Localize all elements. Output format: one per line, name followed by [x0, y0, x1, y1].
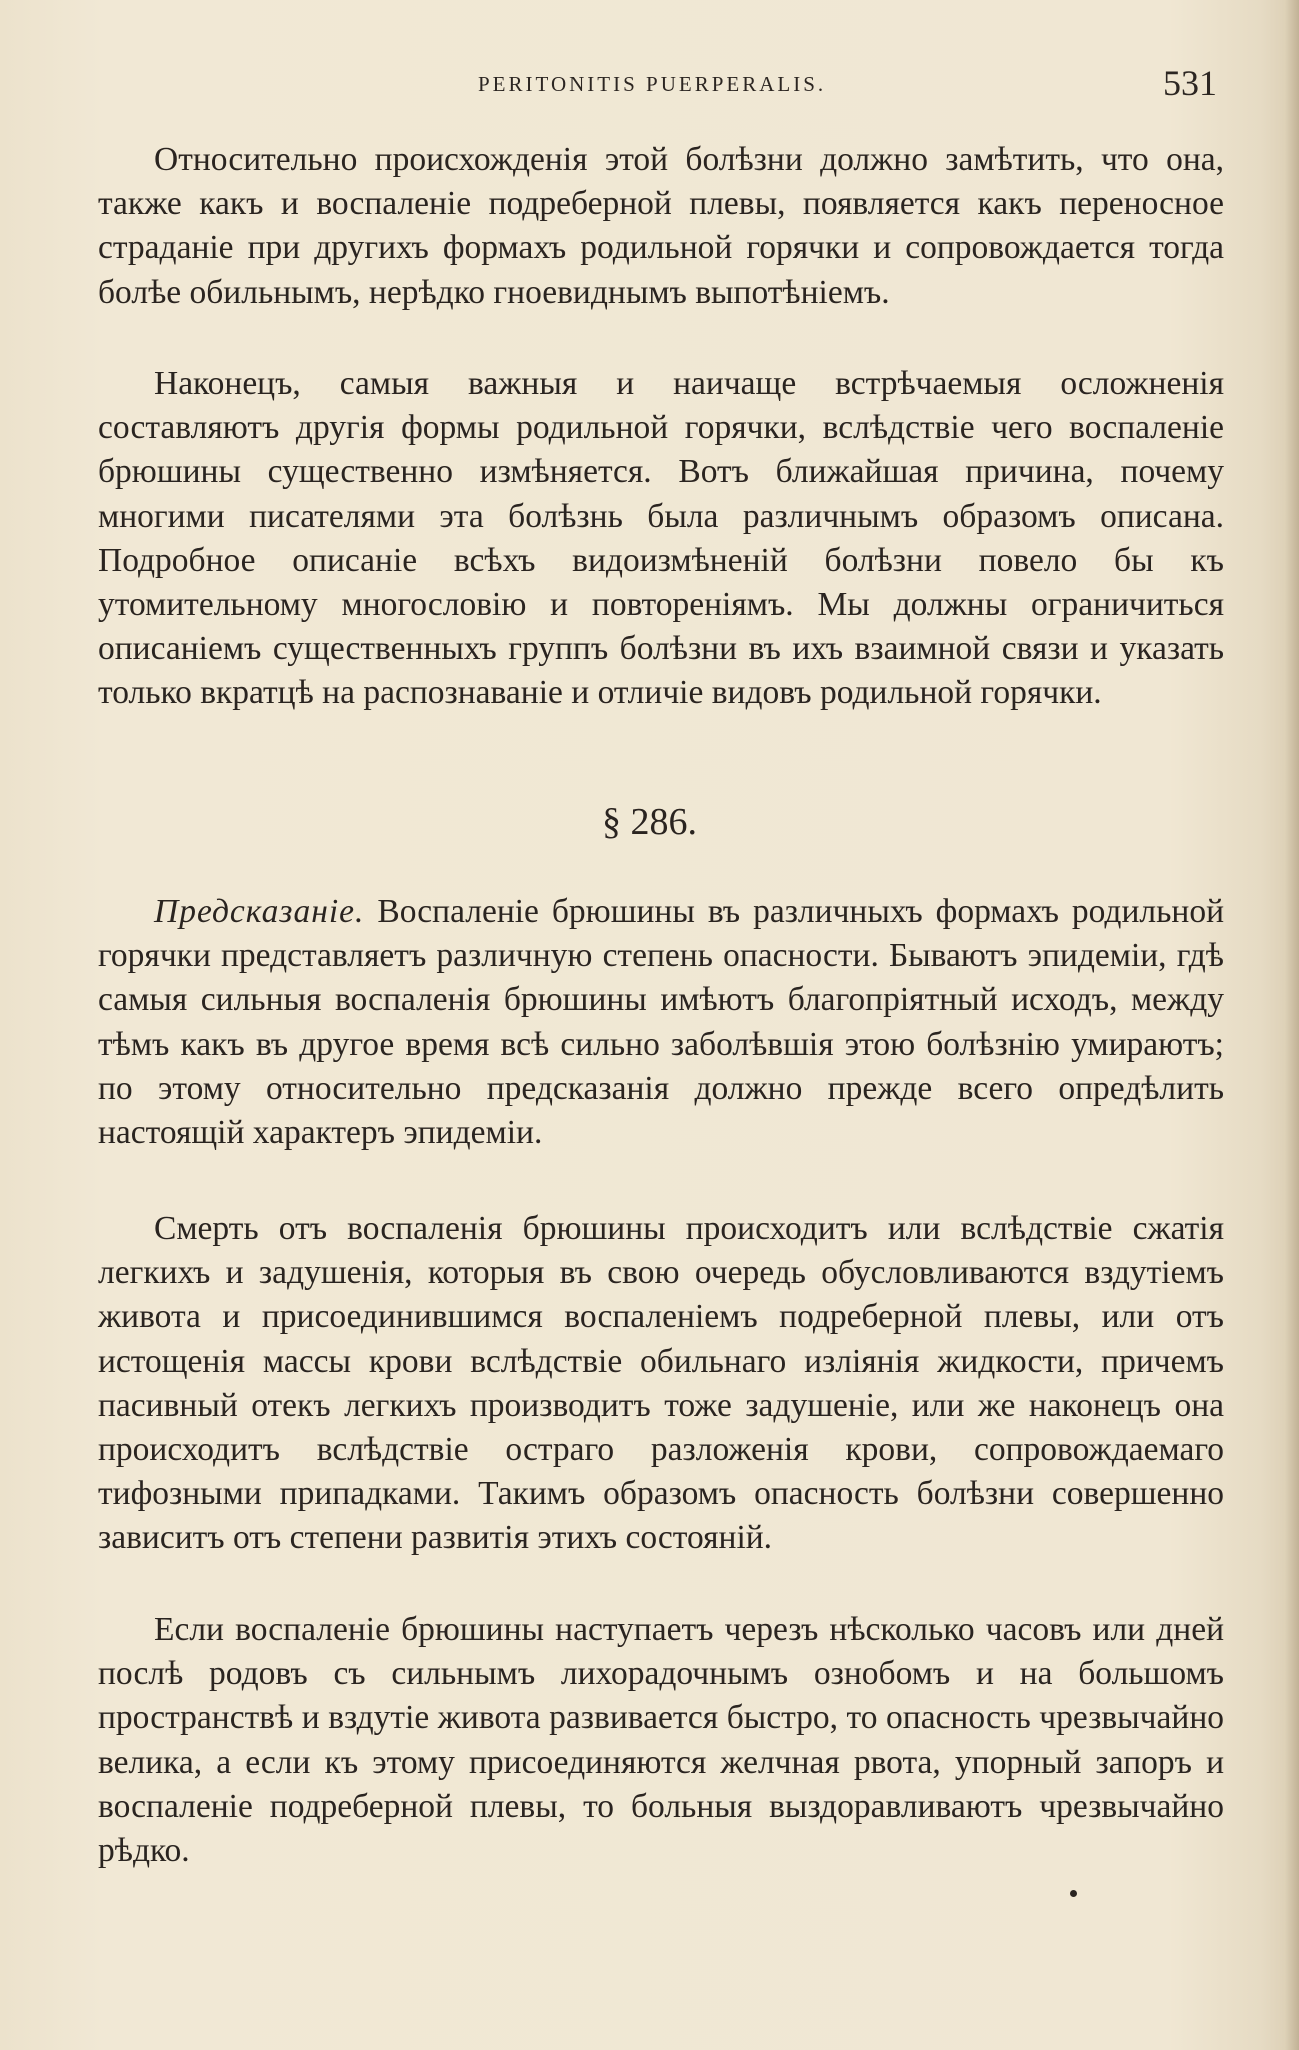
paragraph-text: Смерть отъ воспаленія брюшины происходитъ или вслѣдствіе сжатія легкихъ и задушенія, которыя въ свою очередь обусловливаются вздутіемъ живота и присоединившимся воспаленіемъ подреберной плевы, или отъ истощенія массы крови вслѣдствіе обильнаго изліянія жидкости, причемъ пасивный отекъ легкихъ производитъ тоже задушеніе, или же наконецъ она происходитъ вслѣдствіе остраго разложенія крови, сопровождаемаго тифозными припадками. Такимъ образомъ опасность болѣзни совершенно зависитъ отъ степени развитія этихъ состояній.	[98, 1210, 1224, 1557]
paragraph-text: Относительно происхожденія этой болѣзни должно замѣтить, что она, также какъ и воспаленіе подреберной плевы, появляется какъ переносное страданіе при другихъ формахъ родильной горячки и сопровождается тогда болѣе обильнымъ, нерѣдко гноевиднымъ выпотѣніемъ.	[98, 141, 1224, 311]
paragraph-lead-text: Воспаленіе брюшины въ различныхъ формахъ родильной горячки представляетъ различную степень опасности. Бываютъ эпидеміи, гдѣ самыя сильныя воспаленія брюшины имѣютъ благопріятный исходъ, между тѣмъ какъ въ другое время всѣ сильно заболѣвшія этою болѣзнію умираютъ; по этому относительно предсказанія должно прежде всего опредѣлить настоящій характеръ эпидеміи.	[98, 893, 1225, 1152]
paragraph-text: Если воспаленіе брюшины наступаетъ черезъ нѣсколько часовъ или дней послѣ родовъ съ сильнымъ лихорадочнымъ ознобомъ и на большомъ пространствѣ и вздутіе живота развивается быстро, то опасность чрезвычайно велика, а если къ этому присоединяются желчная рвота, упорный запоръ и воспаленіе подреберной плевы, то больныя выздоравливаютъ чрезвычайно рѣдко.	[98, 1611, 1224, 1870]
section-heading: § 286.	[602, 801, 697, 843]
paragraph-death-causes	[98, 1207, 1224, 1561]
paragraph-origin	[98, 138, 1224, 315]
paragraph-prognosis	[98, 890, 1224, 1155]
paragraph-danger	[98, 1608, 1224, 1873]
paragraph-lead-term: Предсказаніе.	[154, 893, 365, 930]
paragraph-complications	[98, 362, 1224, 716]
page-edge-shadow	[1285, 0, 1299, 2050]
running-head: PERITONITIS PUERPERALIS.	[478, 72, 827, 96]
page-number: 531	[1163, 63, 1217, 103]
ink-dot	[1070, 1890, 1077, 1897]
paragraph-text: Наконецъ, самыя важныя и наичаще встрѣчаемыя осложненія составляютъ другія формы родильной горячки, вслѣдствіе чего воспаленіе брюшины существенно измѣняется. Вотъ ближайшая причина, почему многими писателями эта болѣзнь была различнымъ образомъ описана. Подробное описаніе всѣхъ видоизмѣненій болѣзни повело бы къ утомительному многословію и повтореніямъ. Мы должны ограничиться описаніемъ существенныхъ группъ болѣзни въ ихъ взаимной связи и указать только вкратцѣ на распознаваніе и отличіе видовъ родильной горячки.	[98, 365, 1224, 712]
paragraph-text	[98, 890, 1224, 1155]
